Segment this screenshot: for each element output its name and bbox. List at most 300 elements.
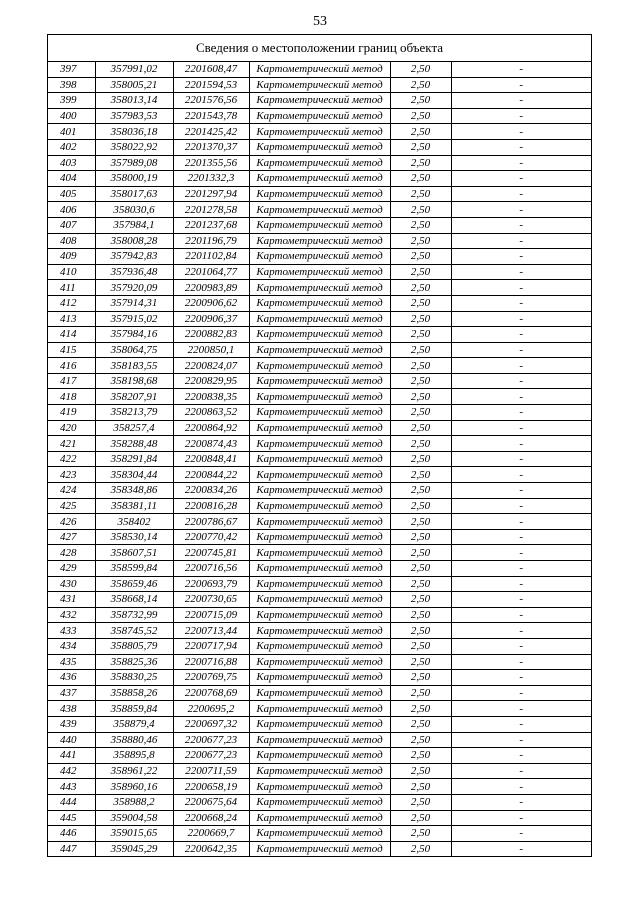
y-coordinate-cell: 2200983,89 [173, 280, 249, 296]
point-number-cell: 436 [48, 670, 95, 686]
table-row [48, 358, 591, 374]
x-coordinate-cell: 358668,14 [95, 592, 173, 608]
y-coordinate-cell: 2200715,09 [173, 607, 249, 623]
point-number-cell: 412 [48, 295, 95, 311]
point-number-cell: 403 [48, 155, 95, 171]
x-coordinate-cell: 358381,11 [95, 498, 173, 514]
table-row [48, 670, 591, 686]
point-number-cell: 409 [48, 249, 95, 265]
table-row [48, 155, 591, 171]
note-cell: - [451, 607, 591, 623]
note-cell: - [451, 280, 591, 296]
y-coordinate-cell: 2200642,35 [173, 841, 249, 856]
table-row [48, 561, 591, 577]
table-row [48, 732, 591, 748]
note-cell: - [451, 670, 591, 686]
accuracy-cell: 2,50 [390, 217, 451, 233]
table-row [48, 202, 591, 218]
table-row [48, 62, 591, 77]
accuracy-cell: 2,50 [390, 561, 451, 577]
x-coordinate-cell: 358805,79 [95, 638, 173, 654]
x-coordinate-cell: 357936,48 [95, 264, 173, 280]
y-coordinate-cell: 2201102,84 [173, 249, 249, 265]
accuracy-cell: 2,50 [390, 483, 451, 499]
y-coordinate-cell: 2200716,56 [173, 561, 249, 577]
method-cell: Картометрический метод [249, 529, 390, 545]
table-row [48, 327, 591, 343]
accuracy-cell: 2,50 [390, 592, 451, 608]
accuracy-cell: 2,50 [390, 342, 451, 358]
table-row [48, 93, 591, 109]
y-coordinate-cell: 2201608,47 [173, 62, 249, 77]
method-cell: Картометрический метод [249, 280, 390, 296]
note-cell: - [451, 529, 591, 545]
y-coordinate-cell: 2200697,32 [173, 716, 249, 732]
note-cell: - [451, 62, 591, 77]
table-row [48, 685, 591, 701]
table-row [48, 186, 591, 202]
y-coordinate-cell: 2200711,59 [173, 763, 249, 779]
point-number-cell: 406 [48, 202, 95, 218]
method-cell: Картометрический метод [249, 327, 390, 343]
x-coordinate-cell: 357991,02 [95, 62, 173, 77]
point-number-cell: 443 [48, 779, 95, 795]
x-coordinate-cell: 358960,16 [95, 779, 173, 795]
accuracy-cell: 2,50 [390, 638, 451, 654]
method-cell: Картометрический метод [249, 233, 390, 249]
method-cell: Картометрический метод [249, 685, 390, 701]
y-coordinate-cell: 2200829,95 [173, 373, 249, 389]
accuracy-cell: 2,50 [390, 623, 451, 639]
accuracy-cell: 2,50 [390, 545, 451, 561]
method-cell: Картометрический метод [249, 155, 390, 171]
point-number-cell: 415 [48, 342, 95, 358]
y-coordinate-cell: 2200669,7 [173, 826, 249, 842]
table-row [48, 467, 591, 483]
method-cell: Картометрический метод [249, 592, 390, 608]
y-coordinate-cell: 2200769,75 [173, 670, 249, 686]
method-cell: Картометрический метод [249, 841, 390, 856]
table-row [48, 264, 591, 280]
accuracy-cell: 2,50 [390, 514, 451, 530]
x-coordinate-cell: 357915,02 [95, 311, 173, 327]
y-coordinate-cell: 2201237,68 [173, 217, 249, 233]
note-cell: - [451, 155, 591, 171]
table-row [48, 701, 591, 717]
note-cell: - [451, 139, 591, 155]
y-coordinate-cell: 2200658,19 [173, 779, 249, 795]
note-cell: - [451, 342, 591, 358]
y-coordinate-cell: 2200677,23 [173, 732, 249, 748]
x-coordinate-cell: 358008,28 [95, 233, 173, 249]
table-row [48, 389, 591, 405]
point-number-cell: 444 [48, 794, 95, 810]
point-number-cell: 397 [48, 62, 95, 77]
note-cell: - [451, 327, 591, 343]
y-coordinate-cell: 2200716,88 [173, 654, 249, 670]
point-number-cell: 423 [48, 467, 95, 483]
x-coordinate-cell: 359015,65 [95, 826, 173, 842]
y-coordinate-cell: 2201332,3 [173, 171, 249, 187]
x-coordinate-cell: 357984,16 [95, 327, 173, 343]
point-number-cell: 434 [48, 638, 95, 654]
method-cell: Картометрический метод [249, 467, 390, 483]
point-number-cell: 442 [48, 763, 95, 779]
table-row [48, 483, 591, 499]
y-coordinate-cell: 2201594,53 [173, 77, 249, 93]
table-row [48, 217, 591, 233]
accuracy-cell: 2,50 [390, 451, 451, 467]
note-cell: - [451, 514, 591, 530]
note-cell: - [451, 623, 591, 639]
y-coordinate-cell: 2200770,42 [173, 529, 249, 545]
note-cell: - [451, 763, 591, 779]
method-cell: Картометрический метод [249, 436, 390, 452]
y-coordinate-cell: 2200713,44 [173, 623, 249, 639]
table-row [48, 810, 591, 826]
note-cell: - [451, 592, 591, 608]
note-cell: - [451, 373, 591, 389]
x-coordinate-cell: 357920,09 [95, 280, 173, 296]
table-row [48, 654, 591, 670]
accuracy-cell: 2,50 [390, 498, 451, 514]
method-cell: Картометрический метод [249, 826, 390, 842]
y-coordinate-cell: 2200834,26 [173, 483, 249, 499]
accuracy-cell: 2,50 [390, 124, 451, 140]
table-row [48, 295, 591, 311]
note-cell: - [451, 202, 591, 218]
table-row [48, 623, 591, 639]
point-number-cell: 404 [48, 171, 95, 187]
accuracy-cell: 2,50 [390, 311, 451, 327]
point-number-cell: 447 [48, 841, 95, 856]
point-number-cell: 414 [48, 327, 95, 343]
table-row [48, 498, 591, 514]
x-coordinate-cell: 358005,21 [95, 77, 173, 93]
method-cell: Картометрический метод [249, 748, 390, 764]
accuracy-cell: 2,50 [390, 716, 451, 732]
method-cell: Картометрический метод [249, 93, 390, 109]
note-cell: - [451, 249, 591, 265]
y-coordinate-cell: 2200730,65 [173, 592, 249, 608]
point-number-cell: 433 [48, 623, 95, 639]
table-row [48, 576, 591, 592]
table-title: Сведения о местоположении границ объекта [48, 35, 591, 62]
x-coordinate-cell: 358030,6 [95, 202, 173, 218]
method-cell: Картометрический метод [249, 763, 390, 779]
point-number-cell: 417 [48, 373, 95, 389]
x-coordinate-cell: 358000,19 [95, 171, 173, 187]
point-number-cell: 432 [48, 607, 95, 623]
accuracy-cell: 2,50 [390, 654, 451, 670]
accuracy-cell: 2,50 [390, 794, 451, 810]
x-coordinate-cell: 358830,25 [95, 670, 173, 686]
y-coordinate-cell: 2201576,56 [173, 93, 249, 109]
note-cell: - [451, 405, 591, 421]
point-number-cell: 421 [48, 436, 95, 452]
point-number-cell: 440 [48, 732, 95, 748]
x-coordinate-cell: 358745,52 [95, 623, 173, 639]
point-number-cell: 431 [48, 592, 95, 608]
note-cell: - [451, 171, 591, 187]
x-coordinate-cell: 358599,84 [95, 561, 173, 577]
point-number-cell: 399 [48, 93, 95, 109]
accuracy-cell: 2,50 [390, 62, 451, 77]
method-cell: Картометрический метод [249, 810, 390, 826]
x-coordinate-cell: 358732,99 [95, 607, 173, 623]
table-row [48, 592, 591, 608]
point-number-cell: 402 [48, 139, 95, 155]
note-cell: - [451, 93, 591, 109]
method-cell: Картометрический метод [249, 545, 390, 561]
note-cell: - [451, 186, 591, 202]
accuracy-cell: 2,50 [390, 576, 451, 592]
x-coordinate-cell: 358013,14 [95, 93, 173, 109]
method-cell: Картометрический метод [249, 249, 390, 265]
accuracy-cell: 2,50 [390, 701, 451, 717]
accuracy-cell: 2,50 [390, 405, 451, 421]
point-number-cell: 405 [48, 186, 95, 202]
note-cell: - [451, 77, 591, 93]
point-number-cell: 441 [48, 748, 95, 764]
point-number-cell: 426 [48, 514, 95, 530]
y-coordinate-cell: 2201543,78 [173, 108, 249, 124]
x-coordinate-cell: 358036,18 [95, 124, 173, 140]
accuracy-cell: 2,50 [390, 186, 451, 202]
accuracy-cell: 2,50 [390, 77, 451, 93]
x-coordinate-cell: 358858,26 [95, 685, 173, 701]
point-number-cell: 427 [48, 529, 95, 545]
method-cell: Картометрический метод [249, 186, 390, 202]
table-row [48, 124, 591, 140]
note-cell: - [451, 810, 591, 826]
table-row [48, 716, 591, 732]
table-row [48, 311, 591, 327]
point-number-cell: 400 [48, 108, 95, 124]
point-number-cell: 424 [48, 483, 95, 499]
y-coordinate-cell: 2200874,43 [173, 436, 249, 452]
point-number-cell: 419 [48, 405, 95, 421]
note-cell: - [451, 295, 591, 311]
method-cell: Картометрический метод [249, 420, 390, 436]
table-row [48, 638, 591, 654]
page-number: 53 [313, 14, 327, 29]
table-row [48, 779, 591, 795]
note-cell: - [451, 638, 591, 654]
accuracy-cell: 2,50 [390, 436, 451, 452]
method-cell: Картометрический метод [249, 794, 390, 810]
point-number-cell: 445 [48, 810, 95, 826]
note-cell: - [451, 545, 591, 561]
boundary-table-frame [47, 34, 592, 857]
note-cell: - [451, 124, 591, 140]
table-row [48, 342, 591, 358]
table-row [48, 748, 591, 764]
point-number-cell: 422 [48, 451, 95, 467]
accuracy-cell: 2,50 [390, 748, 451, 764]
y-coordinate-cell: 2200745,81 [173, 545, 249, 561]
coordinates-table [48, 62, 591, 856]
accuracy-cell: 2,50 [390, 529, 451, 545]
table-row [48, 171, 591, 187]
method-cell: Картометрический метод [249, 716, 390, 732]
method-cell: Картометрический метод [249, 514, 390, 530]
x-coordinate-cell: 358064,75 [95, 342, 173, 358]
accuracy-cell: 2,50 [390, 826, 451, 842]
x-coordinate-cell: 358659,46 [95, 576, 173, 592]
note-cell: - [451, 498, 591, 514]
x-coordinate-cell: 358530,14 [95, 529, 173, 545]
accuracy-cell: 2,50 [390, 171, 451, 187]
method-cell: Картометрический метод [249, 654, 390, 670]
y-coordinate-cell: 2200863,52 [173, 405, 249, 421]
x-coordinate-cell: 358022,92 [95, 139, 173, 155]
method-cell: Картометрический метод [249, 670, 390, 686]
method-cell: Картометрический метод [249, 451, 390, 467]
method-cell: Картометрический метод [249, 217, 390, 233]
x-coordinate-cell: 359004,58 [95, 810, 173, 826]
table-row [48, 826, 591, 842]
method-cell: Картометрический метод [249, 607, 390, 623]
point-number-cell: 435 [48, 654, 95, 670]
table-row [48, 529, 591, 545]
table-row [48, 451, 591, 467]
table-row [48, 794, 591, 810]
x-coordinate-cell: 358288,48 [95, 436, 173, 452]
x-coordinate-cell: 358257,4 [95, 420, 173, 436]
method-cell: Картометрический метод [249, 732, 390, 748]
method-cell: Картометрический метод [249, 623, 390, 639]
accuracy-cell: 2,50 [390, 467, 451, 483]
table-row [48, 280, 591, 296]
method-cell: Картометрический метод [249, 405, 390, 421]
x-coordinate-cell: 358402 [95, 514, 173, 530]
method-cell: Картометрический метод [249, 373, 390, 389]
x-coordinate-cell: 358825,36 [95, 654, 173, 670]
y-coordinate-cell: 2200850,1 [173, 342, 249, 358]
table-row [48, 139, 591, 155]
point-number-cell: 407 [48, 217, 95, 233]
x-coordinate-cell: 357914,31 [95, 295, 173, 311]
method-cell: Картометрический метод [249, 389, 390, 405]
x-coordinate-cell: 358291,84 [95, 451, 173, 467]
point-number-cell: 446 [48, 826, 95, 842]
x-coordinate-cell: 358880,46 [95, 732, 173, 748]
y-coordinate-cell: 2200675,64 [173, 794, 249, 810]
x-coordinate-cell: 358607,51 [95, 545, 173, 561]
point-number-cell: 410 [48, 264, 95, 280]
accuracy-cell: 2,50 [390, 810, 451, 826]
method-cell: Картометрический метод [249, 779, 390, 795]
y-coordinate-cell: 2200848,41 [173, 451, 249, 467]
y-coordinate-cell: 2200677,23 [173, 748, 249, 764]
x-coordinate-cell: 357983,53 [95, 108, 173, 124]
point-number-cell: 429 [48, 561, 95, 577]
note-cell: - [451, 108, 591, 124]
note-cell: - [451, 217, 591, 233]
x-coordinate-cell: 357989,08 [95, 155, 173, 171]
y-coordinate-cell: 2201196,79 [173, 233, 249, 249]
method-cell: Картометрический метод [249, 77, 390, 93]
accuracy-cell: 2,50 [390, 607, 451, 623]
accuracy-cell: 2,50 [390, 93, 451, 109]
note-cell: - [451, 701, 591, 717]
table-row [48, 607, 591, 623]
accuracy-cell: 2,50 [390, 108, 451, 124]
point-number-cell: 438 [48, 701, 95, 717]
note-cell: - [451, 420, 591, 436]
point-number-cell: 416 [48, 358, 95, 374]
table-row [48, 420, 591, 436]
y-coordinate-cell: 2200882,83 [173, 327, 249, 343]
accuracy-cell: 2,50 [390, 779, 451, 795]
accuracy-cell: 2,50 [390, 420, 451, 436]
note-cell: - [451, 233, 591, 249]
point-number-cell: 398 [48, 77, 95, 93]
y-coordinate-cell: 2201425,42 [173, 124, 249, 140]
method-cell: Картометрический метод [249, 124, 390, 140]
x-coordinate-cell: 359045,29 [95, 841, 173, 856]
note-cell: - [451, 748, 591, 764]
y-coordinate-cell: 2201370,37 [173, 139, 249, 155]
note-cell: - [451, 841, 591, 856]
point-number-cell: 401 [48, 124, 95, 140]
x-coordinate-cell: 358348,86 [95, 483, 173, 499]
method-cell: Картометрический метод [249, 311, 390, 327]
x-coordinate-cell: 358961,22 [95, 763, 173, 779]
table-row [48, 545, 591, 561]
note-cell: - [451, 576, 591, 592]
note-cell: - [451, 732, 591, 748]
y-coordinate-cell: 2200824,07 [173, 358, 249, 374]
note-cell: - [451, 483, 591, 499]
accuracy-cell: 2,50 [390, 841, 451, 856]
y-coordinate-cell: 2200693,79 [173, 576, 249, 592]
note-cell: - [451, 561, 591, 577]
accuracy-cell: 2,50 [390, 763, 451, 779]
point-number-cell: 413 [48, 311, 95, 327]
table-row [48, 514, 591, 530]
accuracy-cell: 2,50 [390, 670, 451, 686]
x-coordinate-cell: 357984,1 [95, 217, 173, 233]
accuracy-cell: 2,50 [390, 155, 451, 171]
coordinates-table-body [48, 62, 591, 856]
table-row [48, 77, 591, 93]
point-number-cell: 439 [48, 716, 95, 732]
x-coordinate-cell: 358304,44 [95, 467, 173, 483]
y-coordinate-cell: 2201278,58 [173, 202, 249, 218]
accuracy-cell: 2,50 [390, 373, 451, 389]
note-cell: - [451, 467, 591, 483]
x-coordinate-cell: 358198,68 [95, 373, 173, 389]
note-cell: - [451, 779, 591, 795]
point-number-cell: 418 [48, 389, 95, 405]
accuracy-cell: 2,50 [390, 327, 451, 343]
point-number-cell: 411 [48, 280, 95, 296]
accuracy-cell: 2,50 [390, 202, 451, 218]
table-row [48, 373, 591, 389]
y-coordinate-cell: 2200695,2 [173, 701, 249, 717]
x-coordinate-cell: 358213,79 [95, 405, 173, 421]
accuracy-cell: 2,50 [390, 233, 451, 249]
table-row [48, 108, 591, 124]
table-row [48, 249, 591, 265]
note-cell: - [451, 358, 591, 374]
x-coordinate-cell: 358207,91 [95, 389, 173, 405]
note-cell: - [451, 654, 591, 670]
x-coordinate-cell: 358183,55 [95, 358, 173, 374]
accuracy-cell: 2,50 [390, 280, 451, 296]
